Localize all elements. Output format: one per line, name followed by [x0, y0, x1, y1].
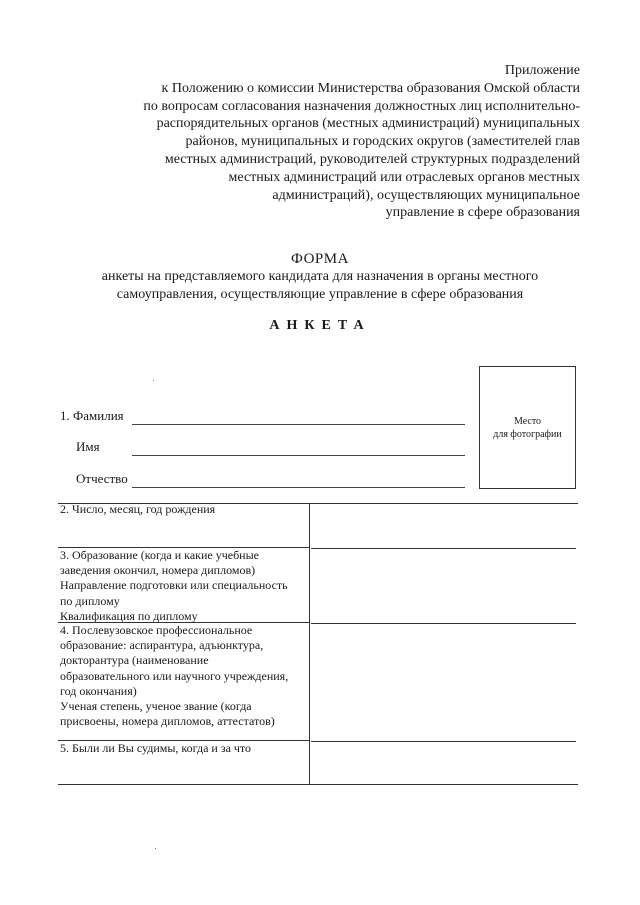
- first-name-label: Имя: [76, 439, 100, 454]
- postgraduate-label: [60, 623, 310, 729]
- appendix-line: местных администраций или отраслевых органов местных: [228, 169, 580, 185]
- postgraduate-line: докторантура (наименование: [60, 653, 209, 668]
- appendix-line: Приложение: [504, 63, 580, 78]
- birth-date-label: [60, 502, 310, 517]
- birth-date-answer[interactable]: [311, 548, 576, 549]
- postgraduate-line: Ученая степень, ученое звание (когда: [60, 699, 252, 714]
- education-line: Квалификация по диплому: [60, 608, 198, 623]
- questionnaire-heading: АНКЕТА: [269, 318, 371, 333]
- form-title: ФОРМА: [291, 251, 349, 267]
- form-subtitle-line: самоуправления, осуществляющие управление в сфере образования: [116, 286, 524, 302]
- education-line: Направление подготовки или специальность: [60, 578, 288, 593]
- first-name-field[interactable]: [132, 455, 465, 456]
- postgraduate-line: образовательного или научного учреждения,: [60, 668, 289, 683]
- appendix-line: к Положению о комиссии Министерства образования Омской области: [161, 80, 580, 96]
- postgraduate-line: образование: аспирантура, адъюнктура,: [60, 638, 264, 653]
- postgraduate-line: присвоены, номера дипломов, аттестатов): [60, 714, 275, 729]
- photo-placeholder[interactable]: [479, 366, 576, 489]
- appendix-line: распорядительных органов (местных администраций) муниципальных: [156, 116, 580, 132]
- scan-speck: [155, 848, 156, 849]
- appendix-header: [60, 62, 580, 222]
- appendix-line: по вопросам согласования назначения должностных лиц исполнительно-: [143, 98, 580, 114]
- birth-date-line: 2. Число, месяц, год рождения: [60, 502, 216, 516]
- appendix-line: местных администраций, руководителей структурных подразделений: [164, 151, 580, 167]
- patronymic-label: Отчество: [76, 471, 128, 486]
- postgraduate-answer[interactable]: [311, 741, 576, 742]
- education-answer[interactable]: [311, 623, 576, 624]
- education-line: заведения окончил, номера дипломов): [60, 563, 256, 578]
- conviction-label: [60, 741, 310, 756]
- conviction-answer[interactable]: [311, 783, 576, 785]
- postgraduate-line: год окончания): [60, 683, 137, 698]
- photo-label-line: для фотографии: [493, 428, 562, 440]
- scan-speck: [153, 380, 154, 381]
- form-subtitle-line: анкеты на представляемого кандидата для назначения в органы местного: [101, 269, 539, 284]
- education-label: [60, 548, 310, 624]
- education-line: по диплому: [60, 593, 120, 608]
- postgraduate-line: 4. Послевузовское профессиональное: [60, 623, 253, 637]
- form-subtitle: [60, 268, 580, 303]
- education-line: 3. Образование (когда и какие учебные: [60, 548, 259, 562]
- appendix-line: управление в сфере образования: [385, 205, 580, 221]
- appendix-line: районов, муниципальных и городских округов (заместителей глав: [185, 134, 580, 150]
- patronymic-field[interactable]: [132, 487, 465, 488]
- surname-field[interactable]: [132, 424, 465, 425]
- surname-label: 1. Фамилия: [60, 408, 124, 423]
- photo-label-line: Место: [513, 415, 542, 427]
- appendix-line: администраций), осуществляющих муниципальное: [272, 187, 580, 203]
- conviction-line: 5. Были ли Вы судимы, когда и за что: [60, 741, 252, 755]
